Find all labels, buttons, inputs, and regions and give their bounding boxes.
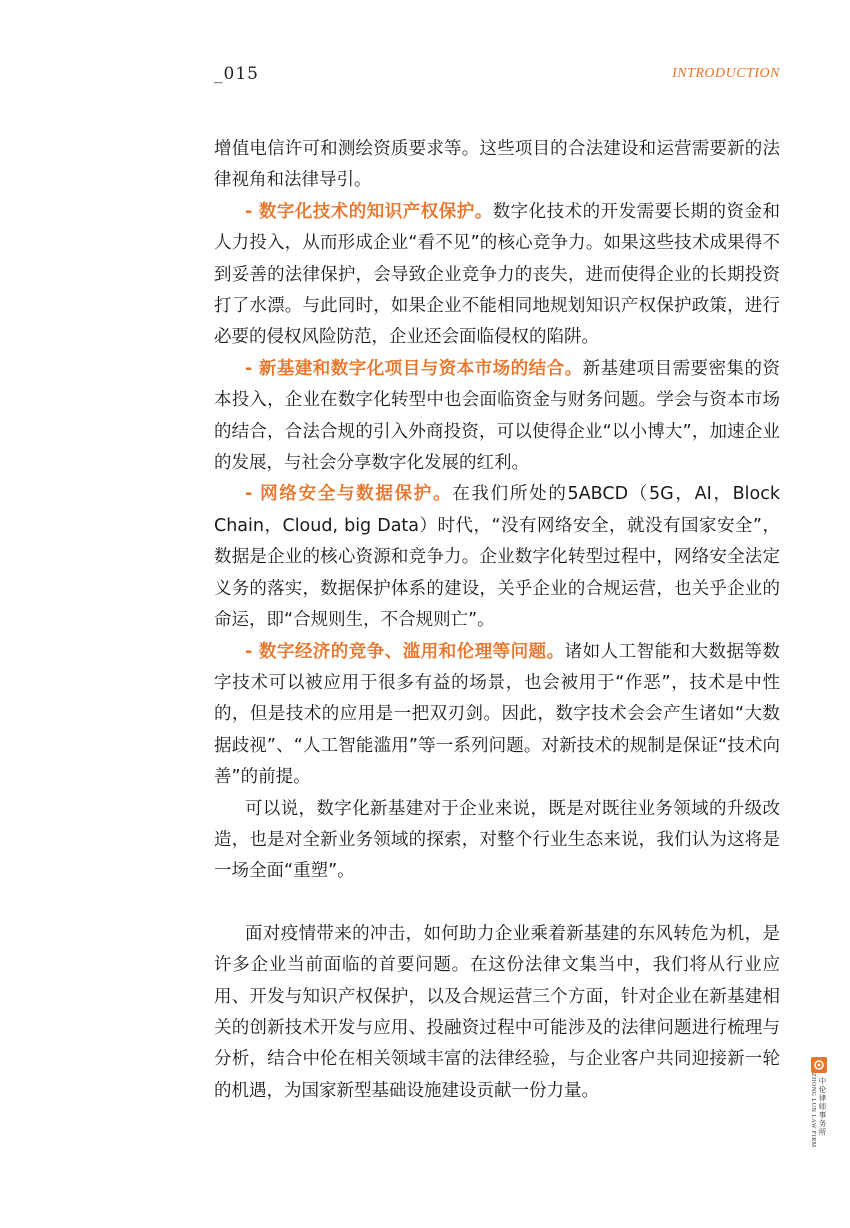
paragraph-spacer (214, 888, 780, 919)
heading-digital-economy: - 数字经济的竞争、滥用和伦理等问题。 (245, 641, 565, 662)
paragraph-intro: 增值电信许可和测绘资质要求等。这些项目的合法建设和运营需要新的法律视角和法律导引。 (214, 139, 780, 191)
text-capital-market: 新基建项目需要密集的资本投入，企业在数字化转型中也会面临资金与财务问题。学会与资本市场的结合，合法合规的引入外商投资，可以使得企业“以小博大”，加速企业的发展，与社会分享数字化发展的红利。 (214, 358, 781, 474)
text-digital-economy: 诸如人工智能和大数据等数字技术可以被应用于很多有益的场景，也会被用于“作恶”，技术是中性的，但是技术的应用是一把双刃剑。因此，数字技术会会产生诸如“大数据歧视”、“人工智能滥用”等一系列问题。对新技术的规制是保证“技术向善”的前提。 (214, 641, 781, 788)
body-text (214, 134, 780, 1107)
heading-capital-market: - 新基建和数字化项目与资本市场的结合。 (245, 358, 583, 379)
section-title: INTRODUCTION (672, 66, 780, 81)
zhonglun-logo-icon (811, 1057, 827, 1073)
paragraph-ip-protection (214, 197, 780, 354)
text-cybersecurity: 在我们所处的5ABCD（5G，AI，Block Chain，Cloud, big Data）时代，“没有网络安全，就没有国家安全”，数据是企业的核心资源和竞争力。企业数字化转型过程中，网络安全法定义务的落实，数据保护体系的建设，关乎企业的合规运营，也关乎企业的命运，即“合规则生，不合规则亡”。 (214, 484, 781, 631)
text-ip-protection: 数字化技术的开发需要长期的资金和人力投入，从而形成企业“看不见”的核心竞争力。如果这些技术成果得不到妥善的法律保护，会导致企业竞争力的丧失，进而使得企业的长期投资打了水漂。与此同时，如果企业不能相同地规划知识产权保护政策，进行必要的侵权风险防范，企业还会面临侵权的陷阱。 (214, 201, 781, 348)
paragraph-cybersecurity (214, 479, 780, 636)
paragraph-closing: 面对疫情带来的冲击，如何助力企业乘着新基建的东风转危为机，是许多企业当前面临的首要问题。在这份法律文集当中，我们将从行业应用、开发与知识产权保护，以及合规运营三个方面，针对企业在新基建相关的创新技术开发与应用、投融资过程中可能涉及的法律问题进行梳理与分析，结合中伦在相关领域丰富的法律经验，与企业客户共同迎接新一轮的机遇，为国家新型基础设施建设贡献一份力量。 (214, 923, 780, 1101)
heading-cybersecurity: - 网络安全与数据保护。 (245, 484, 453, 505)
firm-logo (810, 1057, 828, 1148)
paragraph-conclusion: 可以说，数字化新基建对于企业来说，既是对既往业务领域的升级改造，也是对全新业务领域的探索，对整个行业生态来说，我们认为这将是一场全面“重塑”。 (214, 798, 780, 882)
heading-ip-protection: - 数字化技术的知识产权保护。 (245, 201, 493, 222)
page-number: _015 (214, 64, 259, 84)
paragraph-digital-economy (214, 637, 780, 794)
paragraph-capital-market (214, 354, 780, 480)
firm-name-en: ZHONG LUN LAW FIRM (810, 1073, 816, 1148)
firm-name-cn: 中伦律师事务所 (818, 1077, 827, 1137)
